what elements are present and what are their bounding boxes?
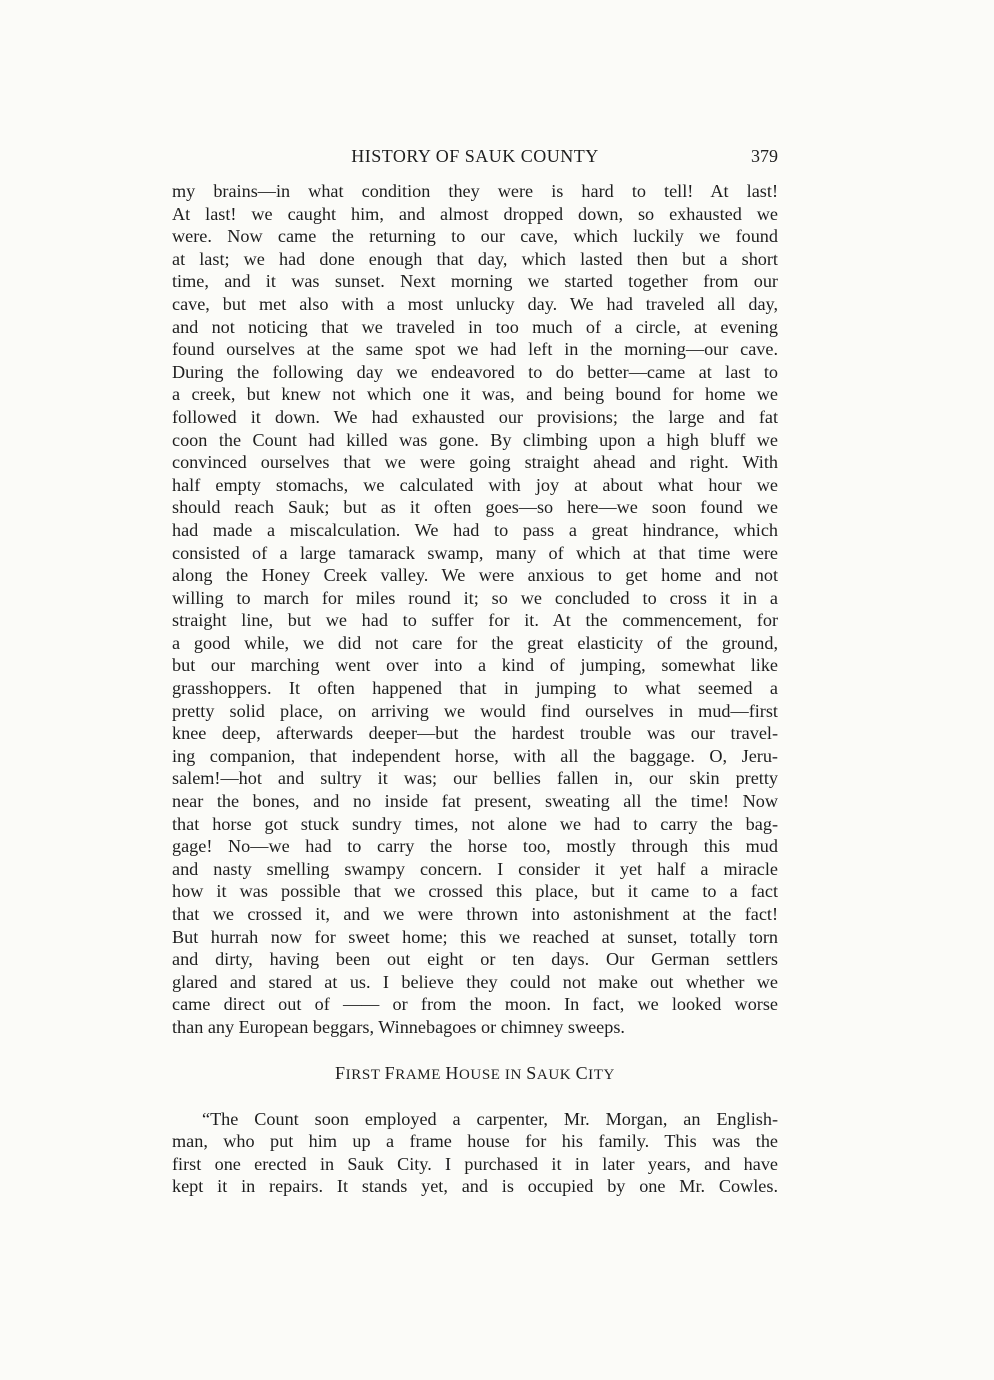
text-line: how it was possible that we crossed this place, but it came to a fact: [172, 881, 778, 902]
text-line: had made a miscalculation. We had to pass a great hindrance, which: [172, 519, 778, 540]
text-line: “The Count soon employed a carpenter, Mr. Morgan, an English-: [202, 1108, 778, 1129]
text-line: should reach Sauk; but as it often goes—so here—we soon found we: [172, 497, 778, 518]
text-line: and nasty smelling swampy concern. I consider it yet half a miracle: [172, 858, 778, 879]
text-line: that we crossed it, and we were thrown into astonishment at the fact!: [172, 904, 778, 924]
text-line: at last; we had done enough that day, which lasted then but a short: [172, 248, 778, 269]
text-line: At last! we caught him, and almost dropped down, so exhausted we: [172, 203, 778, 224]
text-line: found ourselves at the same spot we had left in the morning—our cave.: [172, 339, 778, 360]
text-line: ing companion, that independent horse, with all the baggage. O, Jeru-: [172, 745, 778, 766]
text-line: willing to march for miles round it; so we concluded to cross it in a: [172, 587, 778, 608]
text-line: gage! No—we had to carry the horse too, mostly through this mud: [172, 836, 778, 857]
text-line: During the following day we endeavored to do better—came at last to: [172, 361, 778, 382]
text-line: along the Honey Creek valley. We were anxious to get home and not: [172, 565, 778, 586]
text-line: grasshoppers. It often happened that in jumping to what seemed a: [172, 678, 778, 699]
text-line: that horse got stuck sundry times, not alone we had to carry the bag-: [172, 813, 778, 834]
text-line: kept it in repairs. It stands yet, and is occupied by one Mr. Cowles.: [172, 1176, 778, 1197]
page-number: 379: [751, 146, 778, 166]
text-line: man, who put him up a frame house for his family. This was the: [172, 1131, 778, 1152]
text-line: half empty stomachs, we calculated with joy at about what hour we: [172, 474, 778, 495]
text-line: convinced ourselves that we were going straight ahead and right. With: [172, 452, 778, 473]
text-line: near the bones, and no inside fat present, sweating all the time! Now: [172, 791, 778, 812]
text-line: and not noticing that we traveled in too much of a circle, at evening: [172, 316, 778, 337]
text-line: my brains—in what condition they were is hard to tell! At last!: [172, 181, 778, 201]
text-line: a good while, we did not care for the great elasticity of the ground,: [172, 632, 778, 653]
text-line: than any European beggars, Winnebagoes or chimney sweeps.: [172, 1016, 625, 1037]
text-line: and dirty, having been out eight or ten days. Our German settlers: [172, 949, 778, 970]
running-title: HISTORY OF SAUK COUNTY: [351, 146, 599, 166]
body-paragraph: [172, 1108, 778, 1198]
text-line: first one erected in Sauk City. I purchased it in later years, and have: [172, 1153, 778, 1174]
text-line: were. Now came the returning to our cave, which luckily we found: [172, 226, 778, 247]
text-line: consisted of a large tamarack swamp, many of which at that time were: [172, 542, 778, 563]
text-line: a creek, but knew not which one it was, and being bound for home we: [172, 384, 778, 405]
text-line: salem!—hot and sultry it was; our bellies fallen in, our skin pretty: [172, 768, 778, 789]
text-line: coon the Count had killed was gone. By climbing upon a high bluff we: [172, 429, 778, 450]
text-line: time, and it was sunset. Next morning we started together from our: [172, 271, 778, 292]
text-line: followed it down. We had exhausted our provisions; the large and fat: [172, 406, 778, 427]
text-line: cave, but met also with a most unlucky day. We had traveled all day,: [172, 293, 778, 314]
text-line: came direct out of —— or from the moon. In fact, we looked worse: [172, 994, 778, 1015]
text-line: But hurrah now for sweet home; this we reached at sunset, totally torn: [172, 926, 778, 947]
book-page: [172, 146, 778, 1198]
text-line: pretty solid place, on arriving we would find ourselves in mud—first: [172, 700, 778, 721]
text-line: glared and stared at us. I believe they could not make out whether we: [172, 971, 778, 992]
text-line: knee deep, afterwards deeper—but the hardest trouble was our travel-: [172, 723, 778, 744]
text-line: but our marching went over into a kind of jumping, somewhat like: [172, 655, 778, 676]
text-line: straight line, but we had to suffer for it. At the commencement, for: [172, 610, 778, 631]
body-paragraph: [172, 180, 778, 1039]
running-head: [172, 146, 778, 170]
section-heading: FIRST FRAME HOUSE IN SAUK CITY: [335, 1062, 615, 1083]
